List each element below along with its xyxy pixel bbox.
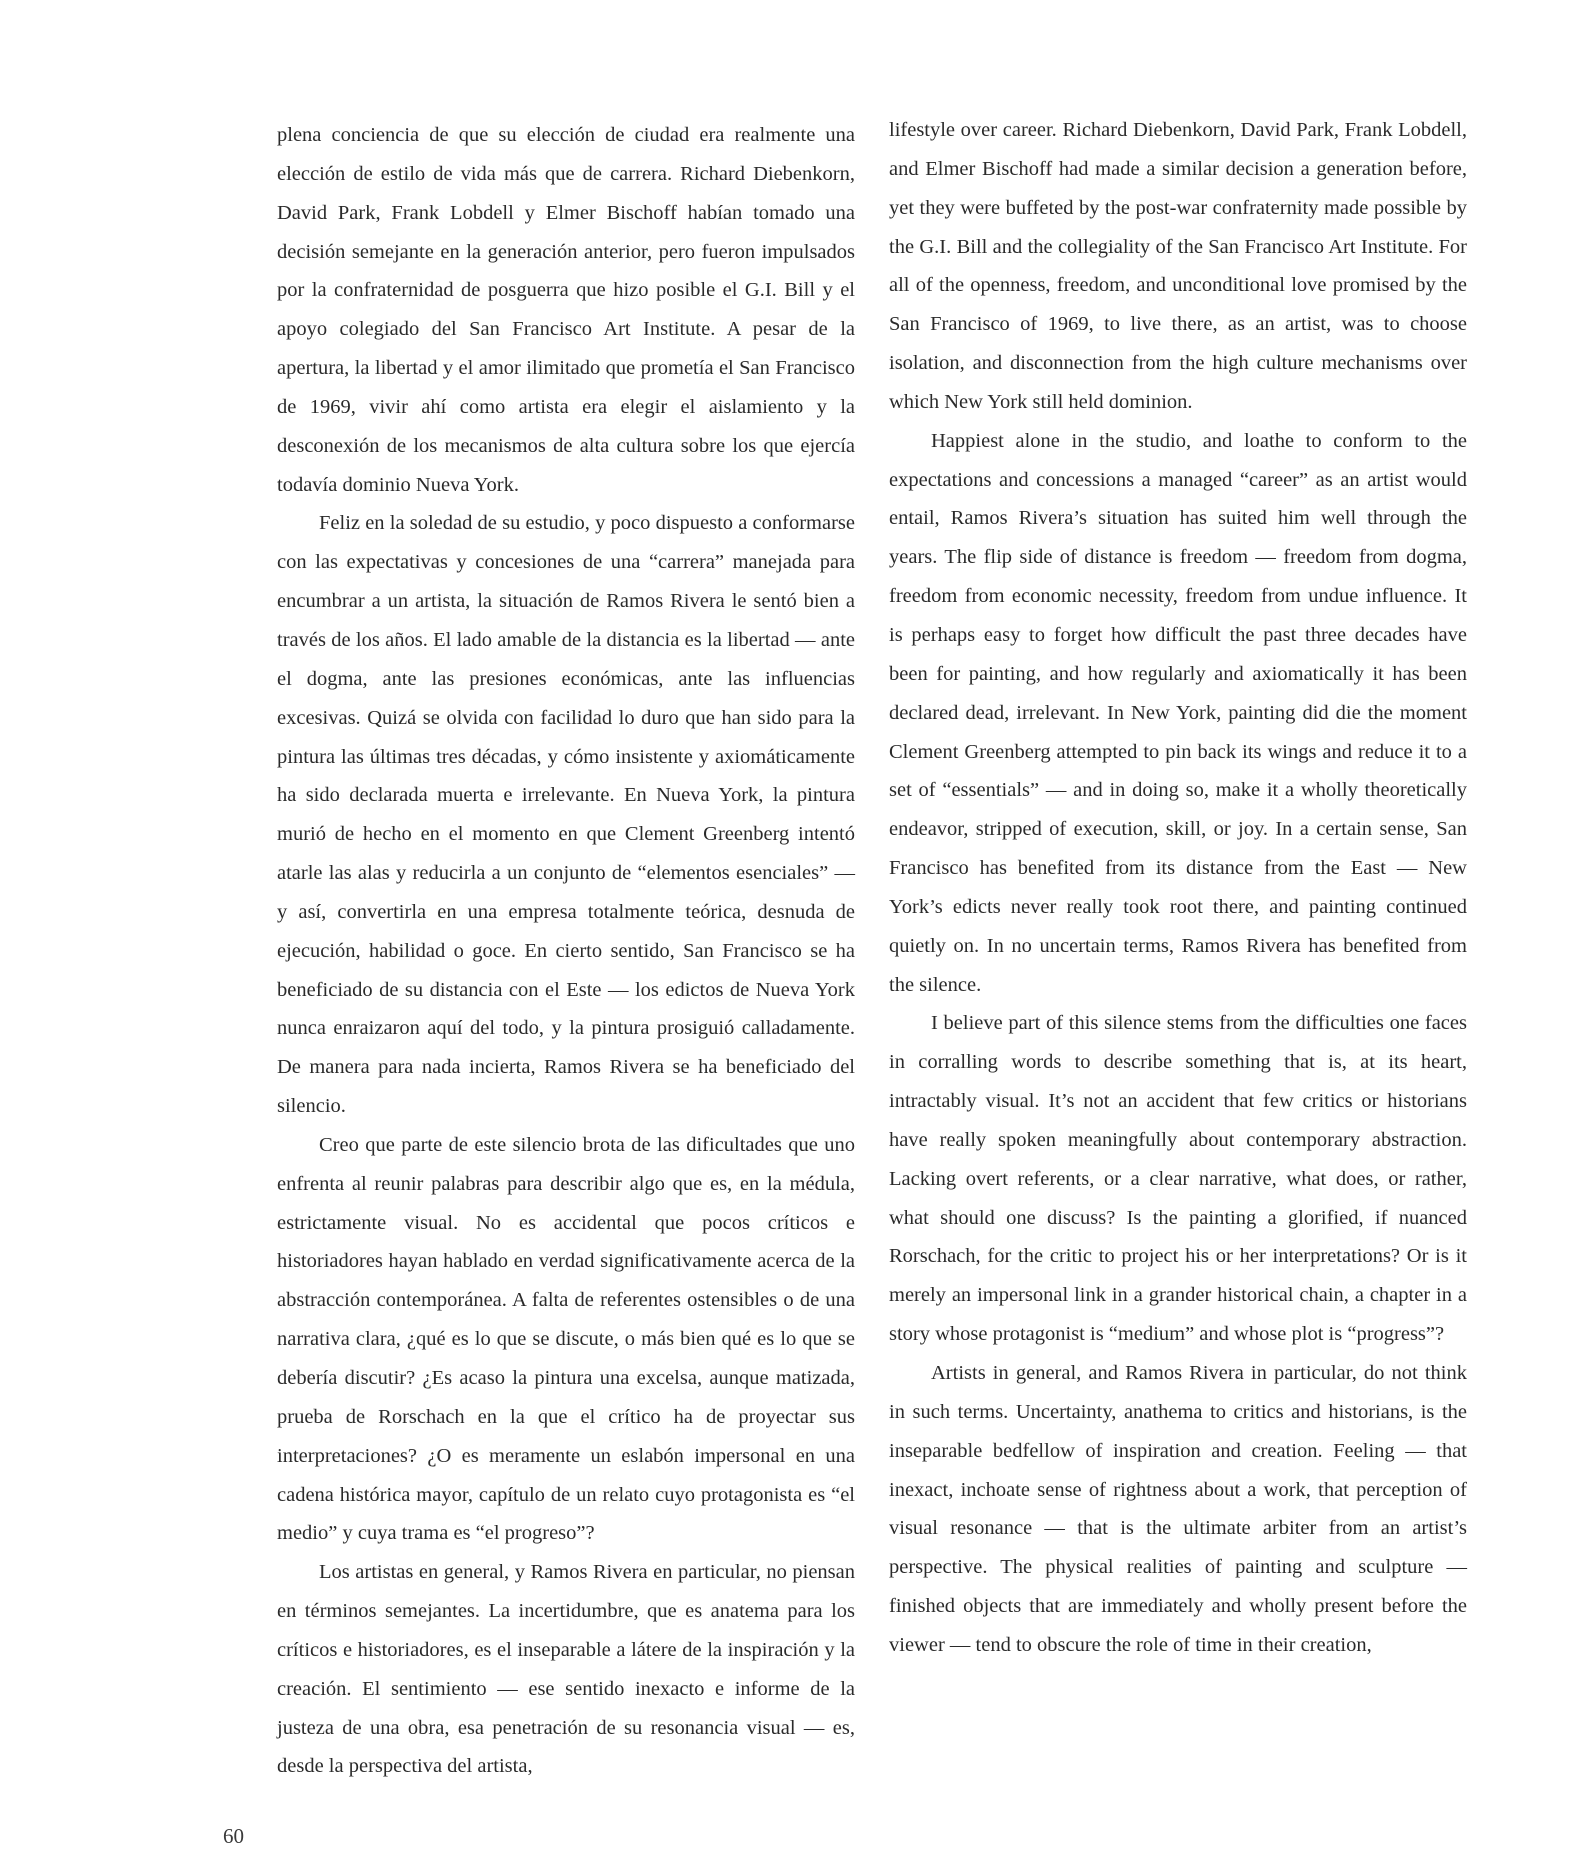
- paragraph: Happiest alone in the studio, and loathe to conform to the expectations and concessions a managed “career” as an artist would entail, Ramos Rivera’s situation has suited him well through the years. The flip side of distance is freedom — freedom from dogma, freedom from economic necessity, freedom from undue influence. It is perhaps easy to forget how difficult the past three decades have been for painting, and how regularly and axiomatically it has been declared dead, irrelevant. In New York, painting did die the moment Clement Greenberg attempted to pin back its wings and reduce it to a set of “essentials” — and in doing so, make it a wholly theoretically endeavor, stripped of execution, skill, or joy. In a certain sense, San Francisco has benefited from its distance from the East — New York’s edicts never really took root there, and painting continued quietly on. In no uncertain terms, Ramos Rivera has benefited from the silence.: [889, 429, 1467, 996]
- paragraph: Artists in general, and Ramos Rivera in particular, do not think in such terms. Uncertainty, anathema to critics and historians, is the inseparable bedfellow of inspiration and creation. Feeling — that inexact, inchoate sense of rightness about a work, that perception of visual resonance — that is the ultimate arbiter from an artist’s perspective. The physical realities of painting and sculpture — finished objects that are immediately and wholly present before the viewer — tend to obscure the role of time in their creation,: [889, 1362, 1467, 1656]
- paragraph: lifestyle over career. Richard Diebenkorn, David Park, Frank Lobdell, and Elmer Bischoff had made a similar decision a generation before, yet they were buffeted by the post-war confraternity made possible by the G.I. Bill and the collegiality of the San Francisco Art Institute. For all of the openness, freedom, and unconditional love promised by the San Francisco of 1969, to live there, as an artist, was to choose isolation, and disconnection from the high culture mechanisms over which New York still held dominion.: [889, 119, 1467, 413]
- paragraph: I believe part of this silence stems from the difficulties one faces in corralling words to describe something that is, at its heart, intractably visual. It’s not an accident that few critics or historians have really spoken meaningfully about contemporary abstraction. Lacking overt referents, or a clear narrative, what does, or rather, what should one discuss? Is the painting a glorified, if nuanced Rorschach, for the critic to project his or her interpretations? Or is it merely an impersonal link in a grander historical chain, a chapter in a story whose protagonist is “medium” and whose plot is “progress”?: [889, 1012, 1467, 1346]
- paragraph: Los artistas en general, y Ramos Rivera en particular, no piensan en términos semejantes. La incertidumbre, que es anatema para los críticos e historiadores, es el inseparable a látere de la inspiración y la creación. El sentimiento — ese sentido inexacto e informe de la justeza de una obra, esa penetración de su resonancia visual — es, desde la perspectiva del artista,: [277, 1561, 855, 1778]
- page-number: 60: [223, 1824, 244, 1848]
- english-text-column: [889, 111, 1467, 1665]
- spanish-text-column: [277, 116, 855, 1786]
- paragraph: Feliz en la soledad de su estudio, y poco dispuesto a conformarse con las expectativas y concesiones de una “carrera” manejada para encumbrar a un artista, la situación de Ramos Rivera le sentó bien a través de los años. El lado amable de la distancia es la libertad — ante el dogma, ante las presiones económicas, ante las influencias excesivas. Quizá se olvida con facilidad lo duro que han sido para la pintura las últimas tres décadas, y cómo insistente y axiomáticamente ha sido declarada muerta e irrelevante. En Nueva York, la pintura murió de hecho en el momento en que Clement Greenberg intentó atarle las alas y reducirla a un conjunto de “elementos esenciales” — y así, convertirla en una empresa totalmente teórica, desnuda de ejecución, habilidad o goce. En cierto sentido, San Francisco se ha beneficiado de su distancia con el Este — los edictos de Nueva York nunca enraizaron aquí del todo, y la pintura prosiguió calladamente. De manera para nada incierta, Ramos Rivera se ha beneficiado del silencio.: [277, 512, 855, 1118]
- paragraph: Creo que parte de este silencio brota de las dificultades que uno enfrenta al reunir palabras para describir algo que es, en la médula, estrictamente visual. No es accidental que pocos críticos e historiadores hayan hablado en verdad significativamente acerca de la abstracción contemporánea. A falta de referentes ostensibles o de una narrativa clara, ¿qué es lo que se discute, o más bien qué es lo que se debería discutir? ¿Es acaso la pintura una excelsa, aunque matizada, prueba de Rorschach en la que el crítico ha de proyectar sus interpretaciones? ¿O es meramente un eslabón impersonal en una cadena histórica mayor, capítulo de un relato cuyo protagonista es “el medio” y cuya trama es “el progreso”?: [277, 1133, 855, 1545]
- paragraph: plena conciencia de que su elección de ciudad era realmente una elección de estilo de vida más que de carrera. Richard Diebenkorn, David Park, Frank Lobdell y Elmer Bischoff habían tomado una decisión semejante en la generación anterior, pero fueron impulsados por la confraternidad de posguerra que hizo posible el G.I. Bill y el apoyo colegiado del San Francisco Art Institute. A pesar de la apertura, la libertad y el amor ilimitado que prometía el San Francisco de 1969, vivir ahí como artista era elegir el aislamiento y la desconexión de los mecanismos de alta cultura sobre los que ejercía todavía dominio Nueva York.: [277, 124, 855, 496]
